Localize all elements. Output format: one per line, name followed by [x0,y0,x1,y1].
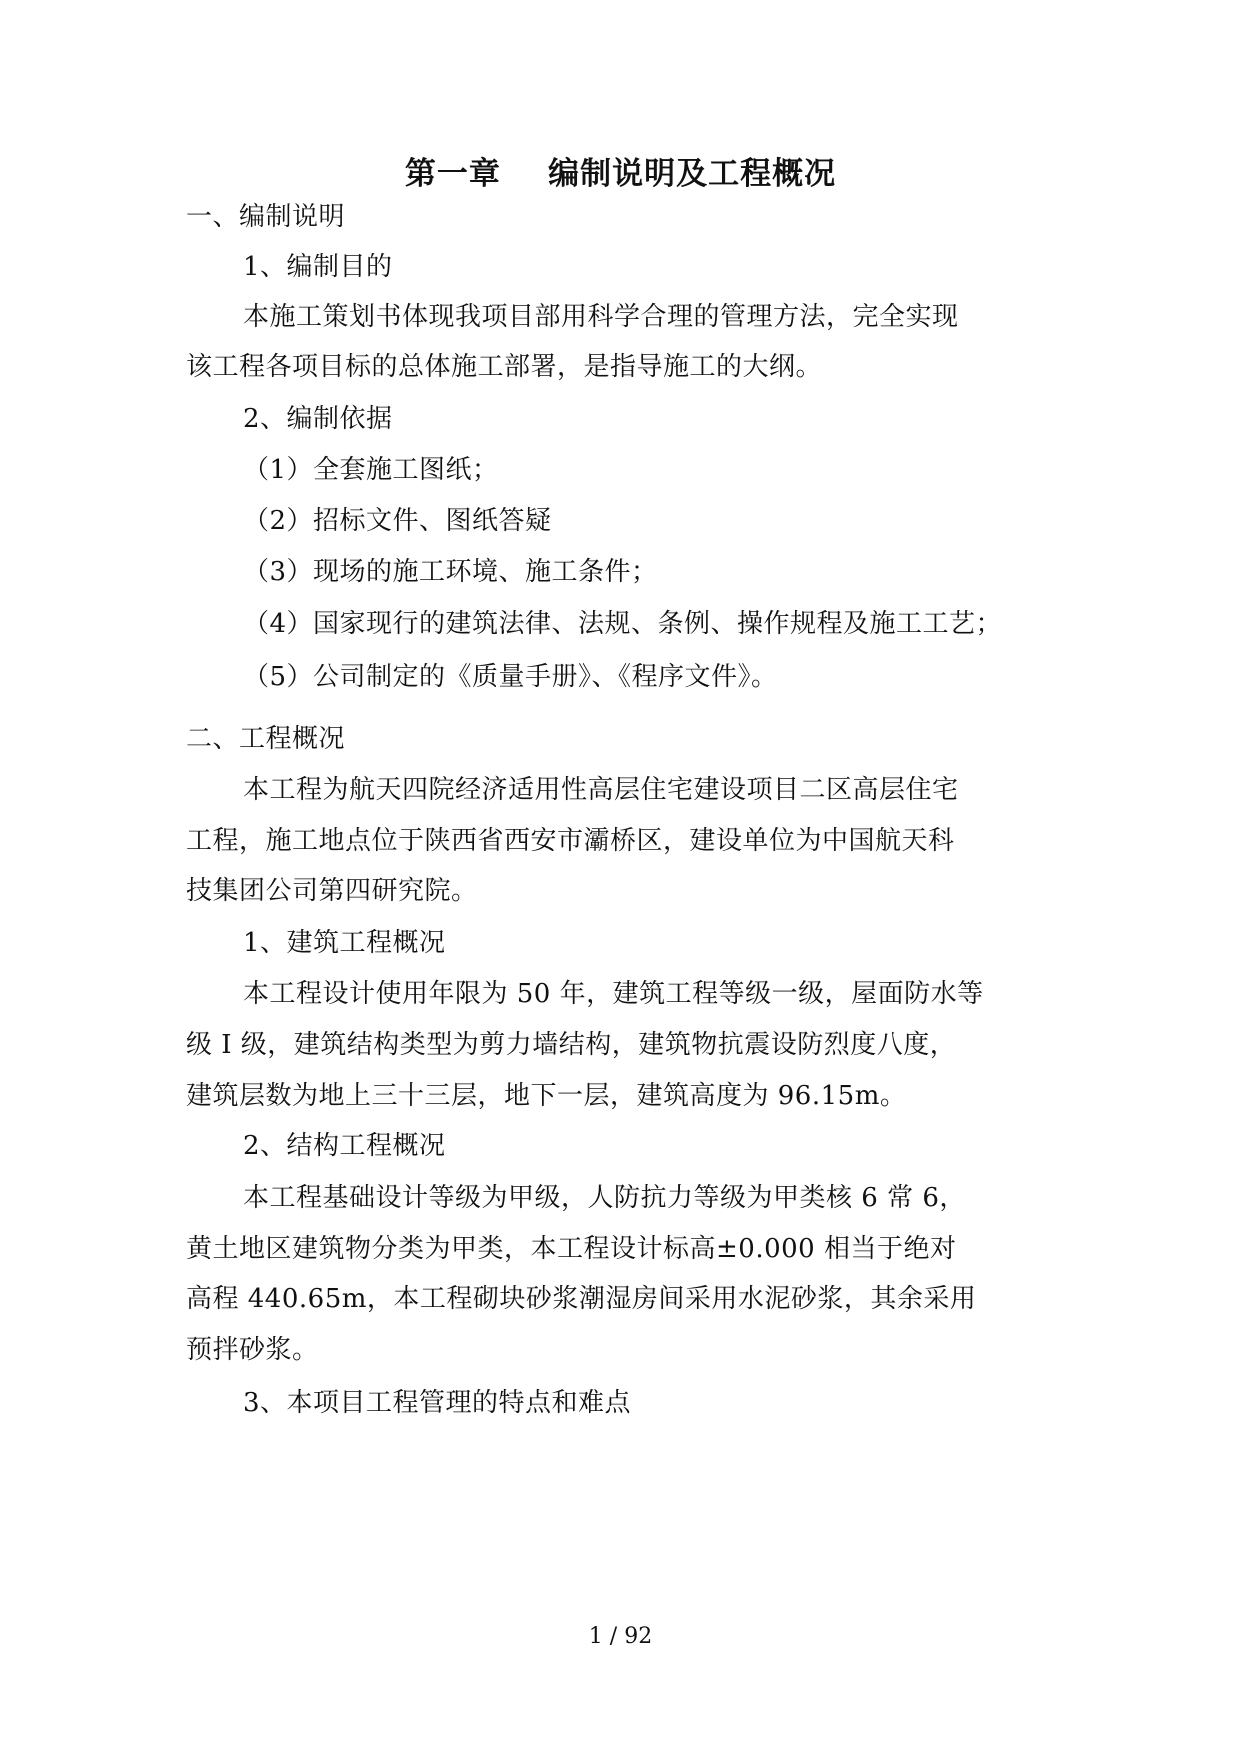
paragraph-line: 本工程为航天四院经济适用性高层住宅建设项目二区高层住宅 [243,775,959,805]
page-number: 1 / 92 [588,1624,653,1649]
chapter-title: 第一章 编制说明及工程概况 [404,156,837,192]
paragraph-line: 工程，施工地点位于陕西省西安市灞桥区，建设单位为中国航天科 [186,826,955,856]
paragraph-line: 高程 440.65m，本工程砌块砂浆潮湿房间采用水泥砂浆，其余采用 [186,1284,977,1314]
paragraph-line: 技集团公司第四研究院。 [186,876,478,906]
list-item: （3）现场的施工环境、施工条件； [243,557,658,587]
paragraph-line: 黄土地区建筑物分类为甲类，本工程设计标高±0.000 相当于绝对 [186,1234,957,1264]
list-item: （2）招标文件、图纸答疑 [243,506,552,536]
paragraph-line: 本施工策划书体现我项目部用科学合理的管理方法，完全实现 [243,302,959,332]
subheading-2-1: 1、建筑工程概况 [243,928,446,958]
paragraph-line: 该工程各项目标的总体施工部署，是指导施工的大纲。 [186,352,823,382]
paragraph-line: 本工程基础设计等级为甲级，人防抗力等级为甲类核 6 常 6， [243,1183,966,1213]
paragraph-line: 级 I 级，建筑结构类型为剪力墙结构，建筑物抗震设防烈度八度， [186,1030,957,1060]
subheading-2-3: 3、本项目工程管理的特点和难点 [243,1388,632,1418]
section-heading-2: 二、工程概况 [186,724,346,754]
paragraph-line: 建筑层数为地上三十三层，地下一层，建筑高度为 96.15m。 [186,1081,907,1111]
list-item: （1）全套施工图纸； [243,455,499,485]
subheading-2-2: 2、结构工程概况 [243,1131,446,1161]
subheading-1-1: 1、编制目的 [243,252,393,282]
section-heading-1: 一、编制说明 [186,202,346,232]
paragraph-line: 预拌砂浆。 [186,1335,319,1365]
paragraph-line: 本工程设计使用年限为 50 年，建筑工程等级一级，屋面防水等 [243,979,984,1009]
list-item: （5）公司制定的《质量手册》、《程序文件》。 [243,662,778,692]
subheading-1-2: 2、编制依据 [243,404,393,434]
list-item: （4）国家现行的建筑法律、法规、条例、操作规程及施工工艺； [243,609,1003,639]
